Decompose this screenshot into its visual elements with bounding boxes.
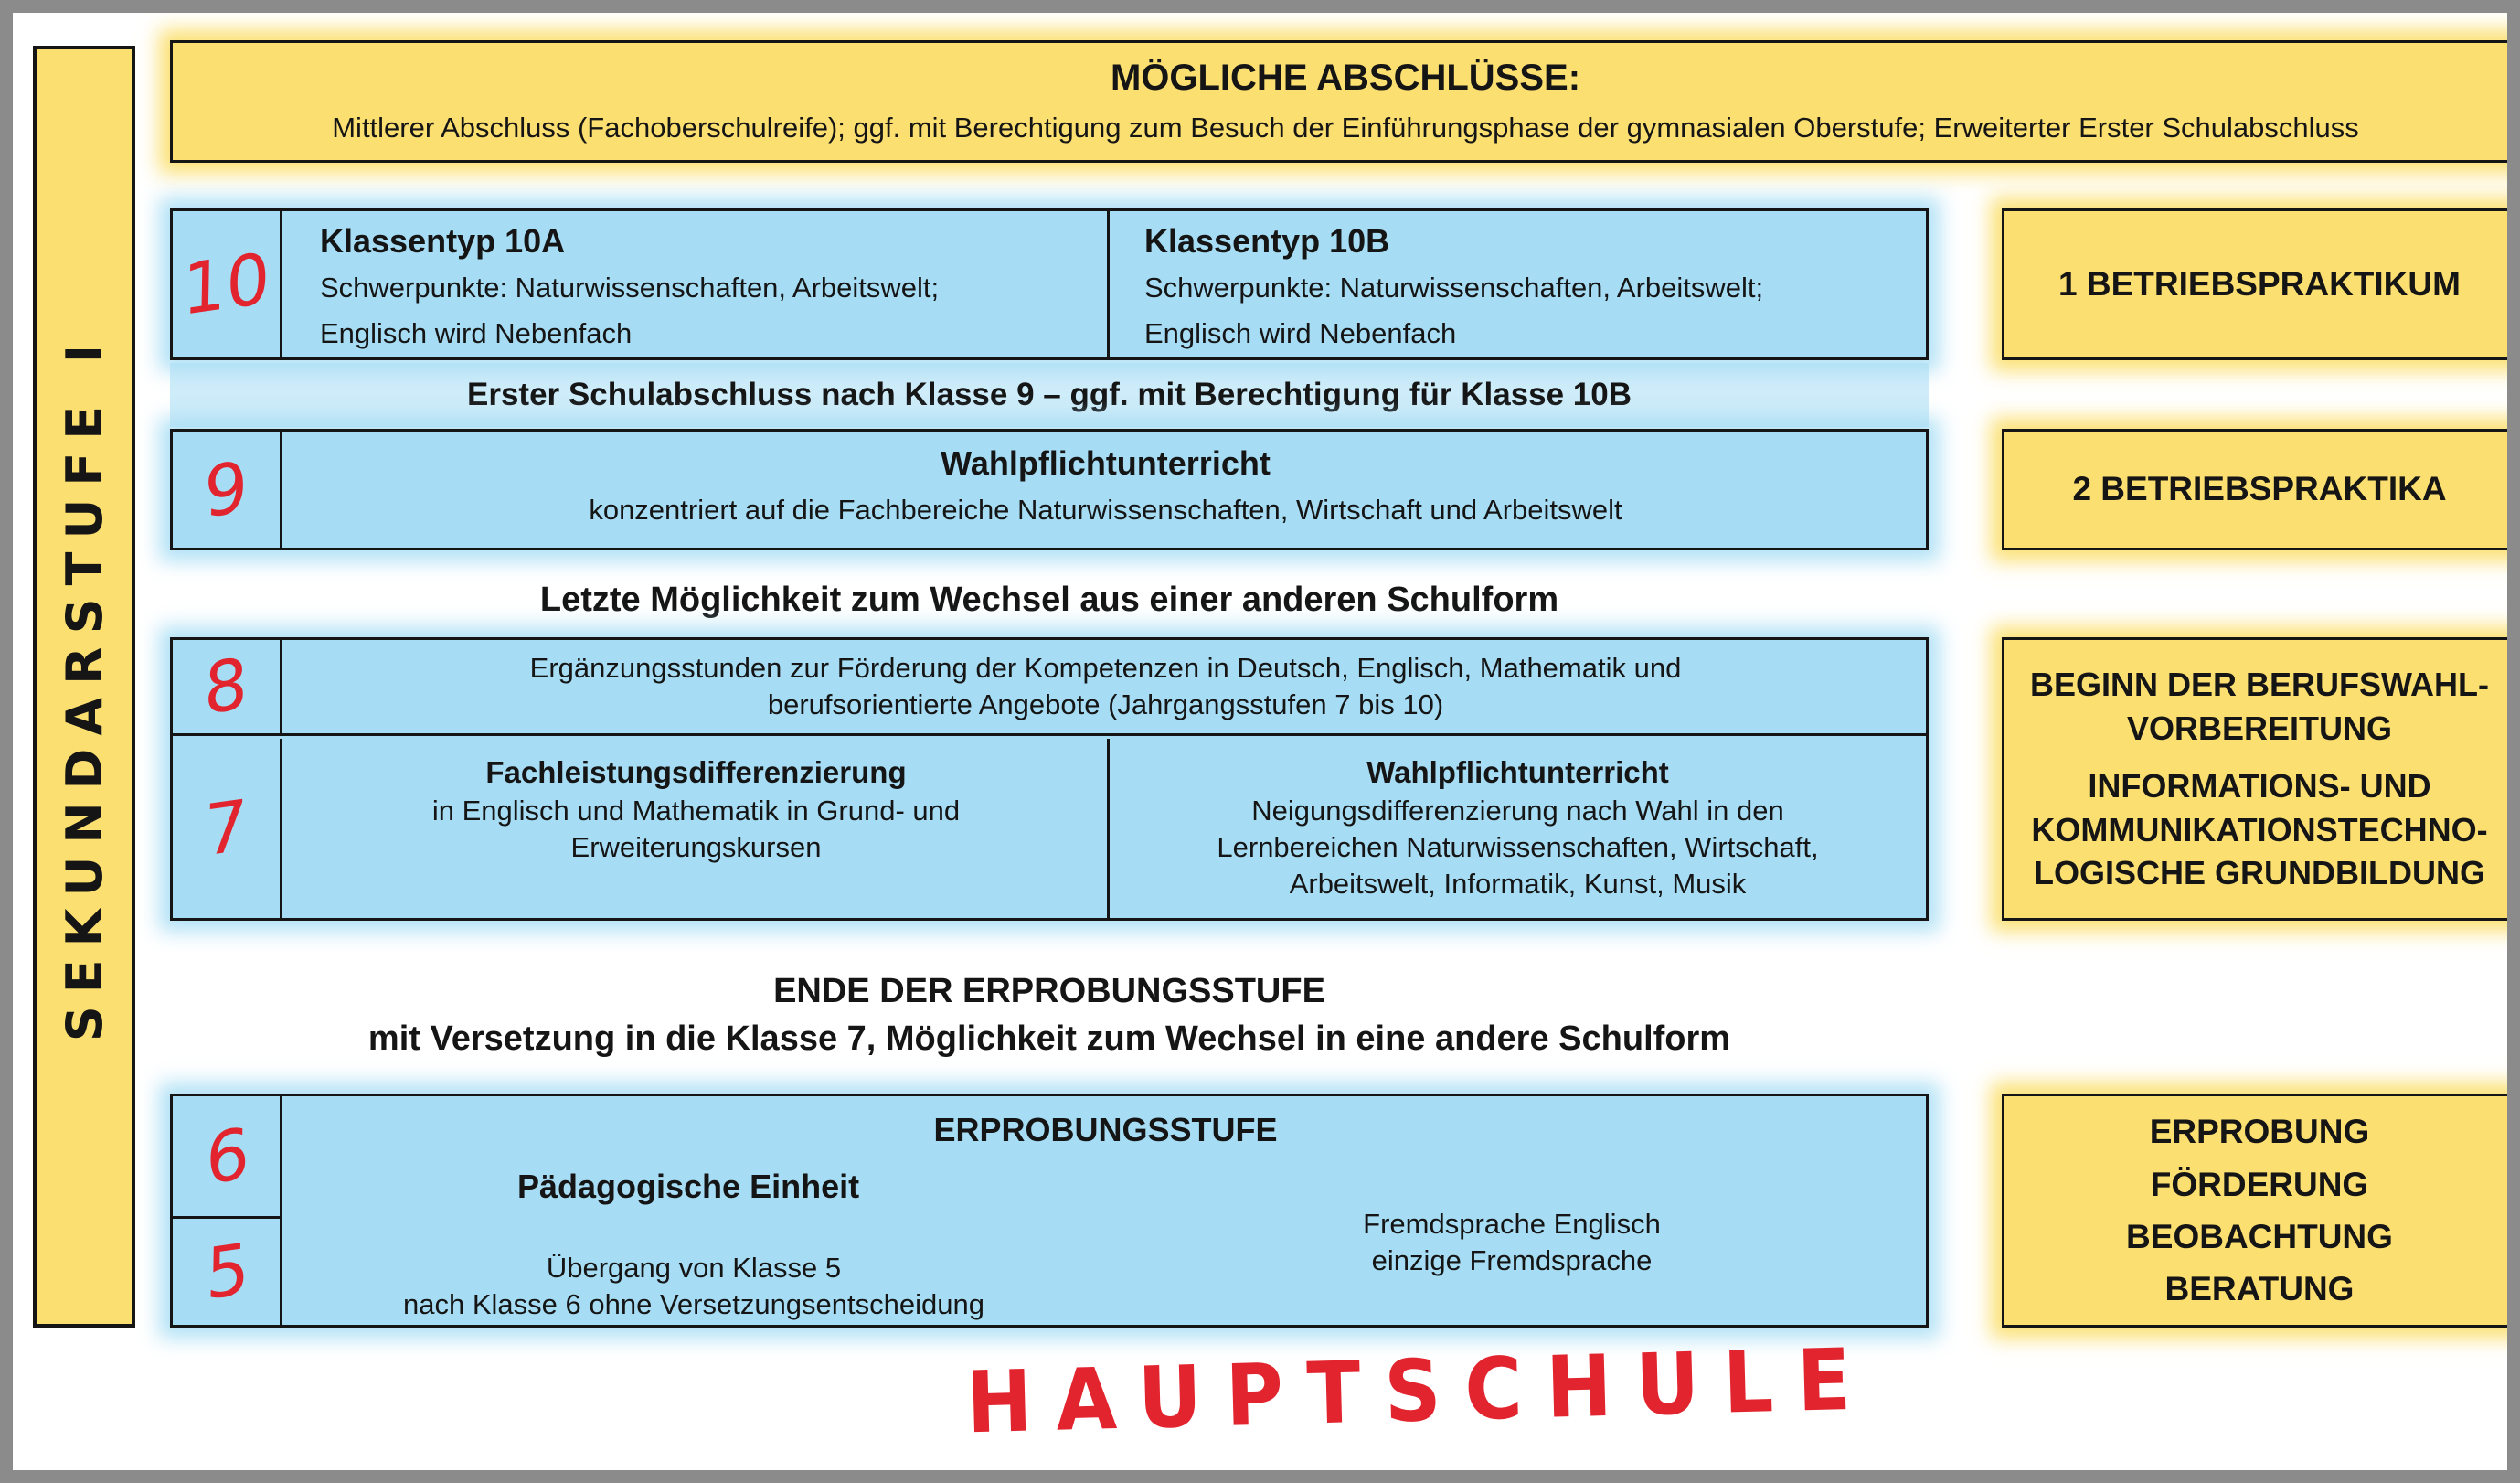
grade-9-title: Wahlpflichtunterricht [941,444,1271,482]
betriebspraktika-box [2002,429,2517,550]
fremdsprache-line2: einzige Fremdsprache [1371,1244,1653,1277]
banner-subtitle: Mittlerer Abschluss (Fachoberschulreife); ggf. mit Berechtigung zum Besuch der Einführungsphase der gymnasialen Oberstufe; Erweiterter Erster Schulabschluss [332,112,2359,144]
ende-erprobungsstufe-heading [170,967,1929,1063]
paedagogische-einheit-label: Pädagogische Einheit [517,1168,860,1205]
erprobung-line3: BEOBACHTUNG [2126,1218,2393,1255]
sekundarstufe-label: SEKUNDARSTUFE I [55,331,113,1042]
klassentyp-10a-cell [285,211,1107,357]
klassentyp-10a-title: Klassentyp 10A [320,222,566,260]
klassentyp-10b-cell [1107,211,1926,357]
grade-7-right-cell [1107,739,1926,918]
ende-heading-line2: mit Versetzung in die Klasse 7, Möglichkeit zum Wechsel in eine andere Schulform [367,1019,1731,1059]
klassentyp-10b-line2: Englisch wird Nebenfach [1144,317,1457,350]
ende-heading-line1: ENDE DER ERPROBUNGSSTUFE [773,972,1325,1010]
betriebspraktikum-box [2002,208,2517,360]
grade-6-number-cell [173,1096,282,1216]
grade-7-row [173,739,1926,918]
banner-title: MÖGLICHE ABSCHLÜSSE: [1110,58,1581,98]
berufswahl-line1: BEGINN DER BERUFSWAHL- [2030,666,2489,704]
grade-7-number-cell [173,739,282,918]
erprobung-line2: FÖRDERUNG [2150,1165,2369,1203]
grade-7-right-line1: Neigungsdifferenzierung nach Wahl in den [1251,794,1784,827]
grade-8-row [173,640,1926,736]
berufswahl-line2: VORBEREITUNG [2126,709,2393,747]
grade-9-number-cell [173,432,282,548]
erprobungsstufe-title: ERPROBUNGSSTUFE [933,1111,1278,1148]
grade-8-number: 8 [203,642,250,731]
uebergang-line1: Übergang von Klasse 5 [546,1252,842,1284]
grade-7-right-line3: Arbeitswelt, Informatik, Kunst, Musik [1289,868,1747,901]
grade-6-5-box [170,1094,1929,1328]
betriebspraktikum-label: 1 BETRIEBSPRAKTIKUM [2058,264,2461,303]
grade-6-number: 6 [205,1111,250,1200]
grade-7-right-line2: Lernbereichen Naturwissenschaften, Wirtschaft, [1217,831,1819,864]
grade-5-number-cell [173,1219,282,1325]
erprobung-box [2002,1094,2517,1328]
klassentyp-10a-line2: Englisch wird Nebenfach [320,317,633,350]
grade-9-content [285,432,1926,548]
grade-7-right-title: Wahlpflichtunterricht [1366,755,1669,789]
berufswahl-line5: LOGISCHE GRUNDBILDUNG [2034,854,2485,892]
wechsel-heading: Letzte Möglichkeit zum Wechsel aus einer anderen Schulform [539,581,1559,619]
hauptschule-label: HAUPTSCHULE [964,1330,1877,1453]
betriebspraktika-label: 2 BETRIEBSPRAKTIKA [2072,470,2447,508]
grade-8-content [285,640,1926,733]
grade-8-7-box [170,637,1929,921]
grade-5-number: 5 [205,1227,250,1316]
berufswahl-box [2002,637,2517,921]
fremdsprache-note [1238,1206,1786,1280]
grade-9-number: 9 [203,444,250,534]
uebergang-note [346,1250,1041,1324]
erprobung-line4: BERATUNG [2164,1270,2355,1308]
grade-10-number: 10 [181,236,271,332]
erprobung-line1: ERPROBUNG [2149,1113,2370,1151]
grade-8-line2: berufsorientierte Angebote (Jahrgangsstufen 7 bis 10) [767,688,1444,720]
grade-10-row [170,208,1929,360]
abschluesse-banner [170,40,2520,163]
grade-10-number-cell [173,211,282,357]
uebergang-line2: nach Klasse 6 ohne Versetzungsentscheidung [403,1288,984,1321]
klassentyp-10b-title: Klassentyp 10B [1144,222,1390,260]
grade-7-number: 7 [203,784,250,872]
fremdsprache-line1: Fremdsprache Englisch [1363,1208,1661,1240]
grade-7-left-title: Fachleistungsdifferenzierung [485,755,907,789]
erster-schulabschluss-note [170,363,1929,427]
klassentyp-10a-line1: Schwerpunkte: Naturwissenschaften, Arbeitswelt; [320,272,940,304]
berufswahl-line3: INFORMATIONS- UND [2088,767,2431,806]
berufswahl-line4: KOMMUNIKATIONSTECHNO- [2031,810,2488,848]
grade-8-line1: Ergänzungsstunden zur Förderung der Kompetenzen in Deutsch, Englisch, Mathematik und [529,651,1682,684]
klassentyp-10b-line1: Schwerpunkte: Naturwissenschaften, Arbeitswelt; [1144,272,1764,304]
grade-8-number-cell [173,640,282,733]
grade-7-left-line1: in Englisch und Mathematik in Grund- und [431,794,961,827]
erster-schulabschluss-text: Erster Schulabschluss nach Klasse 9 – ggf. mit Berechtigung für Klasse 10B [466,377,1632,412]
grade-7-left-line2: Erweiterungskursen [570,831,822,864]
grade-9-row [170,429,1929,550]
sekundarstufe-bar [33,46,135,1328]
grade-9-subtitle: konzentriert auf die Fachbereiche Naturwissenschaften, Wirtschaft und Arbeitswelt [589,494,1622,526]
grade-7-left-cell [285,739,1107,918]
